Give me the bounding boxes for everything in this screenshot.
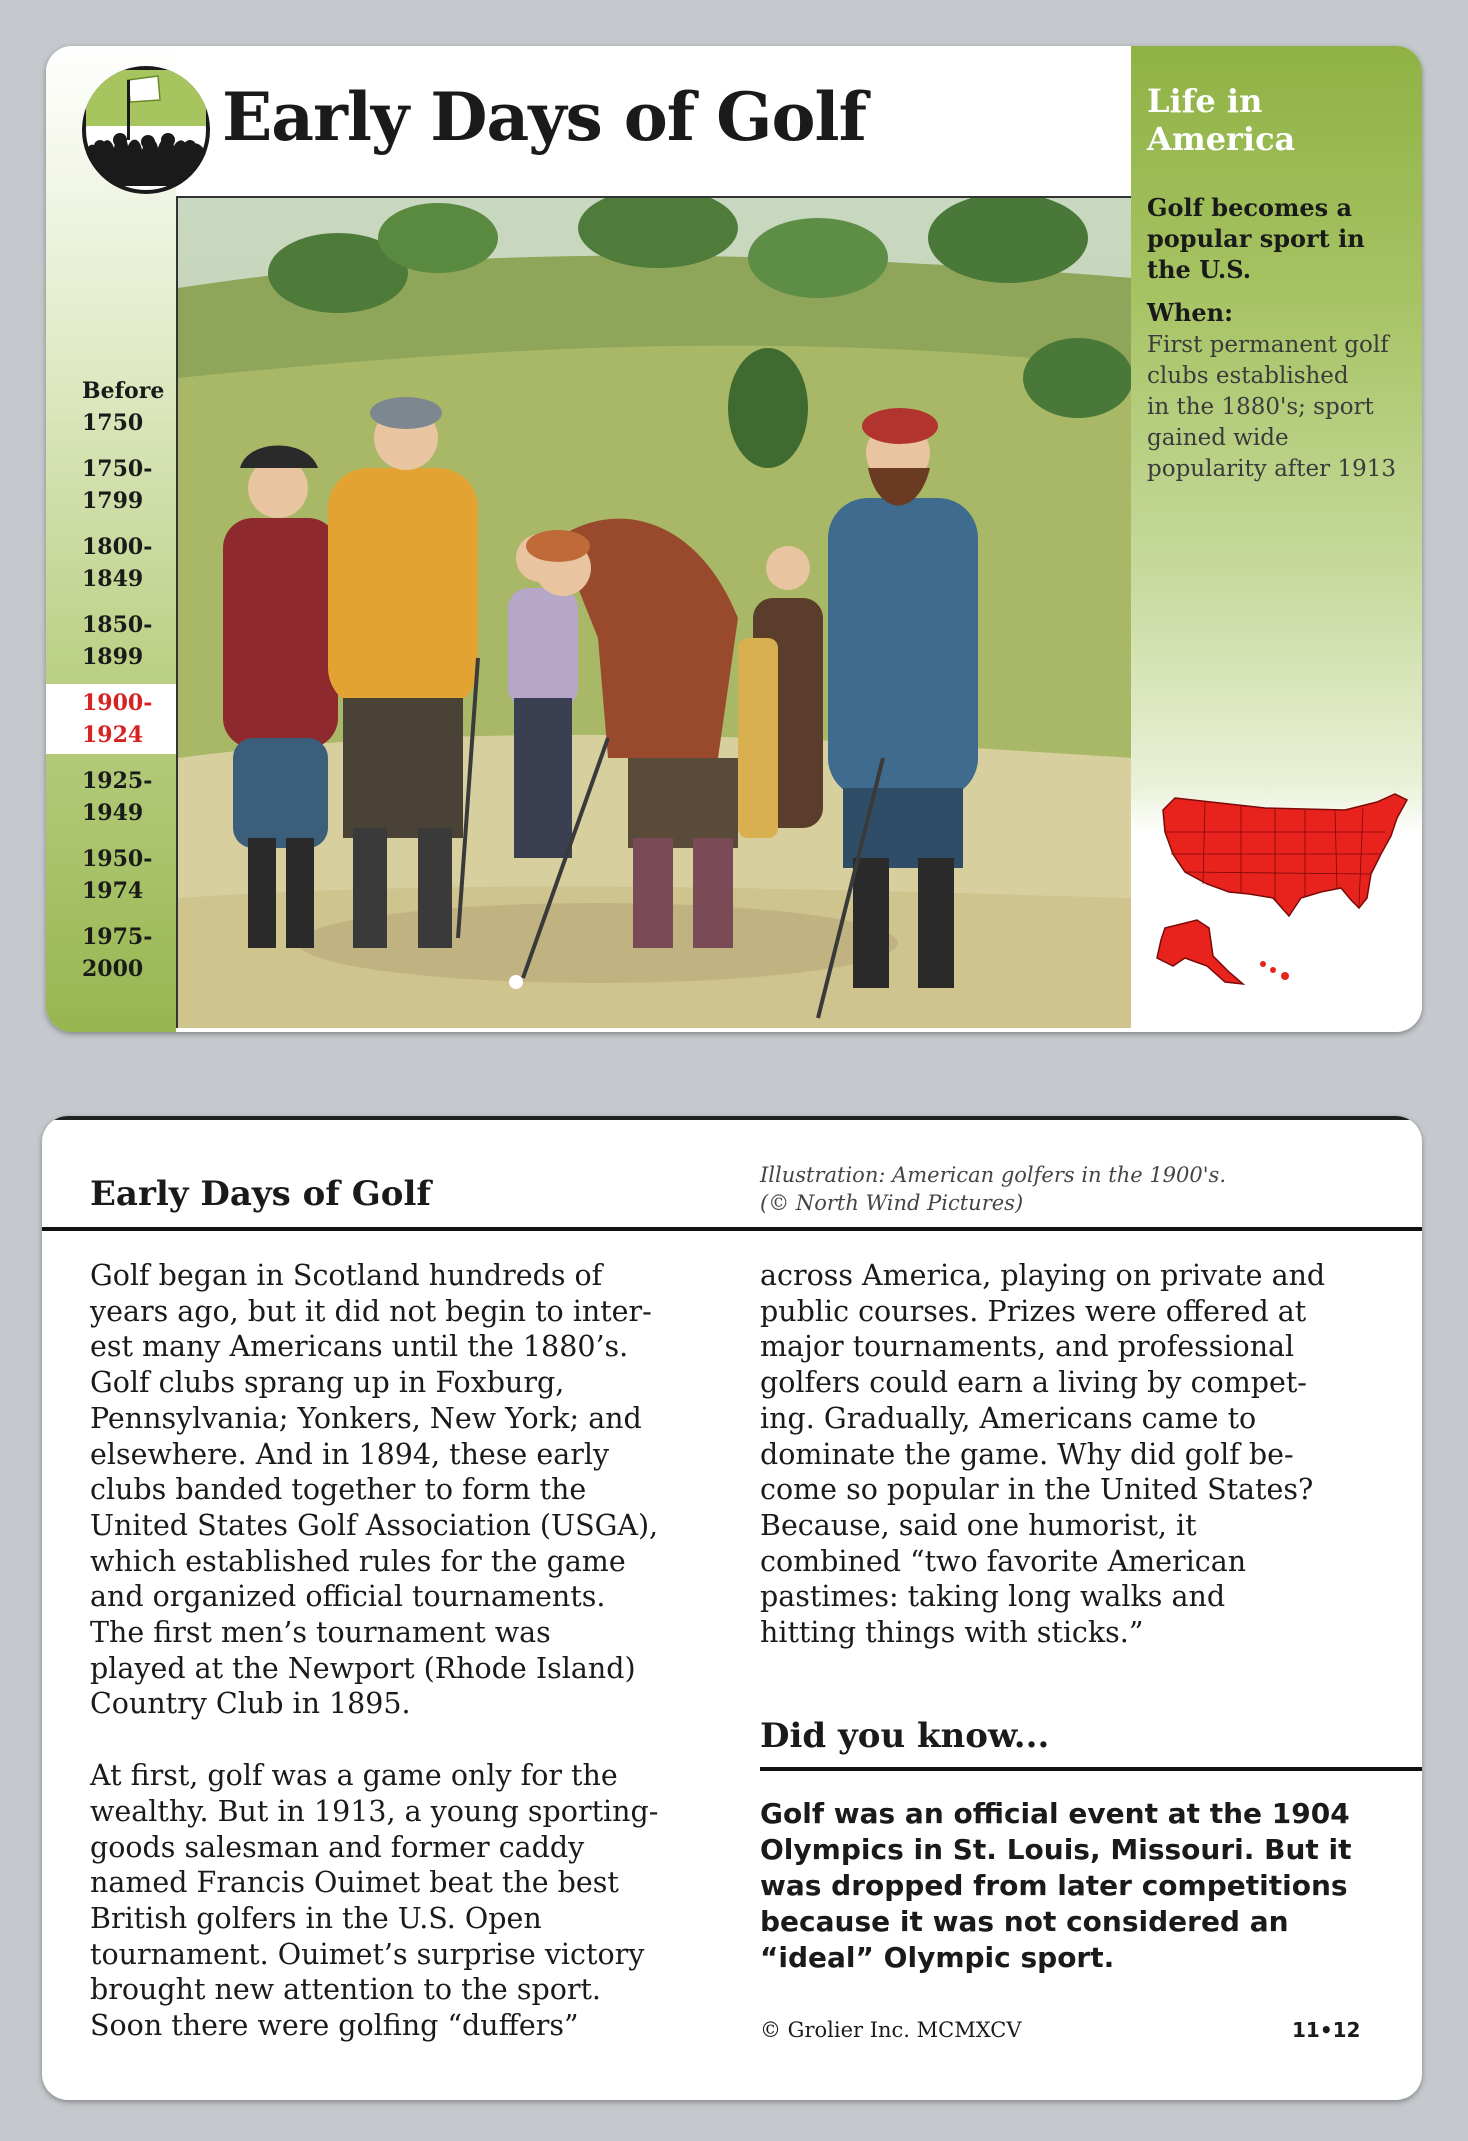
paragraph-gap xyxy=(90,1722,658,1758)
top-rule xyxy=(42,1116,1422,1120)
fact-line: Golf was an official event at the 1904 xyxy=(760,1797,1350,1830)
golf-flag-crowd-icon xyxy=(82,66,210,194)
body-line: The first men’s tournament was xyxy=(90,1616,551,1650)
body-line: golfers could earn a living by compet- xyxy=(760,1366,1307,1400)
era-label: 1975- xyxy=(82,924,153,950)
era-label: 1900- xyxy=(82,690,153,716)
category-line: America xyxy=(1147,120,1296,158)
usa-map-icon xyxy=(1145,788,1415,998)
body-line: British golfers in the U.S. Open xyxy=(90,1901,542,1935)
title-rule xyxy=(42,1227,1422,1231)
fact-line: because it was not considered an xyxy=(760,1905,1289,1938)
card-number: 11•12 xyxy=(1292,2018,1361,2042)
front-card xyxy=(46,46,1422,1032)
body-column-left xyxy=(90,1258,658,2044)
body-line: United States Golf Association (USGA), xyxy=(90,1508,659,1542)
body-line: Because, said one humorist, it xyxy=(760,1508,1197,1542)
body-line: Golf began in Scotland hundreds of xyxy=(90,1259,603,1292)
era-label: 1800- xyxy=(82,534,153,560)
when-text xyxy=(1147,330,1409,485)
did-you-know-rule xyxy=(760,1767,1422,1771)
body-line: clubs banded together to form the xyxy=(90,1473,587,1507)
body-line: goods salesman and former caddy xyxy=(90,1830,585,1864)
body-line: Soon there were golfing “duffers” xyxy=(90,2009,579,2043)
when-line: gained wide xyxy=(1147,425,1289,451)
body-line: wealthy. But in 1913, a young sporting- xyxy=(90,1794,659,1828)
back-title: Early Days of Golf xyxy=(90,1174,432,1214)
era-label: 1950- xyxy=(82,846,153,872)
category-line: Life in xyxy=(1147,82,1263,120)
era-label: Before xyxy=(82,378,165,404)
body-line: pastimes: taking long walks and xyxy=(760,1580,1226,1614)
era-label: 1924 xyxy=(82,722,144,748)
body-line: major tournaments, and professional xyxy=(760,1330,1295,1364)
when-line: clubs established xyxy=(1147,363,1349,389)
era-1925-1949[interactable] xyxy=(46,762,176,832)
body-line: named Francis Ouimet beat the best xyxy=(90,1866,619,1900)
era-label: 1750- xyxy=(82,456,153,482)
era-1750-1799[interactable] xyxy=(46,450,176,520)
era-1850-1899[interactable] xyxy=(46,606,176,676)
body-line: Golf clubs sprang up in Foxburg, xyxy=(90,1366,565,1400)
era-label: 1750 xyxy=(82,410,144,436)
era-1950-1974[interactable] xyxy=(46,840,176,910)
body-line: elsewhere. And in 1894, these early xyxy=(90,1437,610,1471)
era-label: 1974 xyxy=(82,878,144,904)
fact-line: “ideal” Olympic sport. xyxy=(760,1941,1115,1974)
era-label: 1799 xyxy=(82,488,144,514)
body-line: Country Club in 1895. xyxy=(90,1687,411,1721)
back-card xyxy=(42,1116,1422,2100)
illustration-caption xyxy=(760,1161,1380,1217)
headline xyxy=(1147,192,1407,285)
caption-line: Illustration: American golfers in the 1900's. xyxy=(760,1163,1226,1187)
headline-line: popular sport in xyxy=(1147,224,1365,253)
body-line: across America, playing on private and xyxy=(760,1259,1326,1292)
body-column-right xyxy=(760,1258,1325,1651)
when-line: popularity after 1913 xyxy=(1147,456,1396,482)
info-panel xyxy=(1131,46,1422,1032)
body-line: hitting things with sticks.” xyxy=(760,1616,1144,1650)
era-label: 1899 xyxy=(82,644,144,670)
when-label: When: xyxy=(1147,298,1233,327)
era-1800-1849[interactable] xyxy=(46,528,176,598)
body-line: which established rules for the game xyxy=(90,1544,626,1578)
era-label: 1949 xyxy=(82,800,144,826)
did-you-know-title: Did you know... xyxy=(760,1716,1050,1756)
body-line: est many Americans until the 1880’s. xyxy=(90,1330,629,1364)
body-line: tournament. Ouimet’s surprise victory xyxy=(90,1937,645,1971)
era-label: 1925- xyxy=(82,768,153,794)
body-line: brought new attention to the sport. xyxy=(90,1973,601,2007)
body-line: Pennsylvania; Yonkers, New York; and xyxy=(90,1401,642,1435)
era-timeline xyxy=(46,372,176,996)
copyright-notice: © Grolier Inc. MCMXCV xyxy=(760,2018,1022,2042)
era-label: 1849 xyxy=(82,566,144,592)
did-you-know-text xyxy=(760,1796,1352,1976)
front-title: Early Days of Golf xyxy=(222,78,866,156)
era-before-1750[interactable] xyxy=(46,372,176,442)
body-line: combined “two favorite American xyxy=(760,1544,1247,1578)
era-1900-1924-active[interactable] xyxy=(46,684,176,754)
caption-line: (© North Wind Pictures) xyxy=(760,1191,1024,1215)
headline-line: the U.S. xyxy=(1147,255,1252,284)
body-line: At first, golf was a game only for the xyxy=(90,1759,618,1793)
body-line: come so popular in the United States? xyxy=(760,1473,1314,1507)
fact-line: Olympics in St. Louis, Missouri. But it xyxy=(760,1833,1352,1866)
body-line: ing. Gradually, Americans came to xyxy=(760,1401,1257,1435)
era-label: 1850- xyxy=(82,612,153,638)
body-line: played at the Newport (Rhode Island) xyxy=(90,1651,636,1685)
when-line: First permanent golf xyxy=(1147,332,1389,358)
category-label xyxy=(1147,82,1407,158)
era-label: 2000 xyxy=(82,956,144,982)
fact-line: was dropped from later competitions xyxy=(760,1869,1348,1902)
era-1975-2000[interactable] xyxy=(46,918,176,988)
body-line: public courses. Prizes were offered at xyxy=(760,1294,1307,1328)
body-line: years ago, but it did not begin to inter- xyxy=(90,1294,652,1328)
body-line: dominate the game. Why did golf be- xyxy=(760,1437,1294,1471)
golfers-illustration xyxy=(176,196,1133,1028)
when-line: in the 1880's; sport xyxy=(1147,394,1374,420)
headline-line: Golf becomes a xyxy=(1147,193,1353,222)
body-line: and organized official tournaments. xyxy=(90,1580,606,1614)
